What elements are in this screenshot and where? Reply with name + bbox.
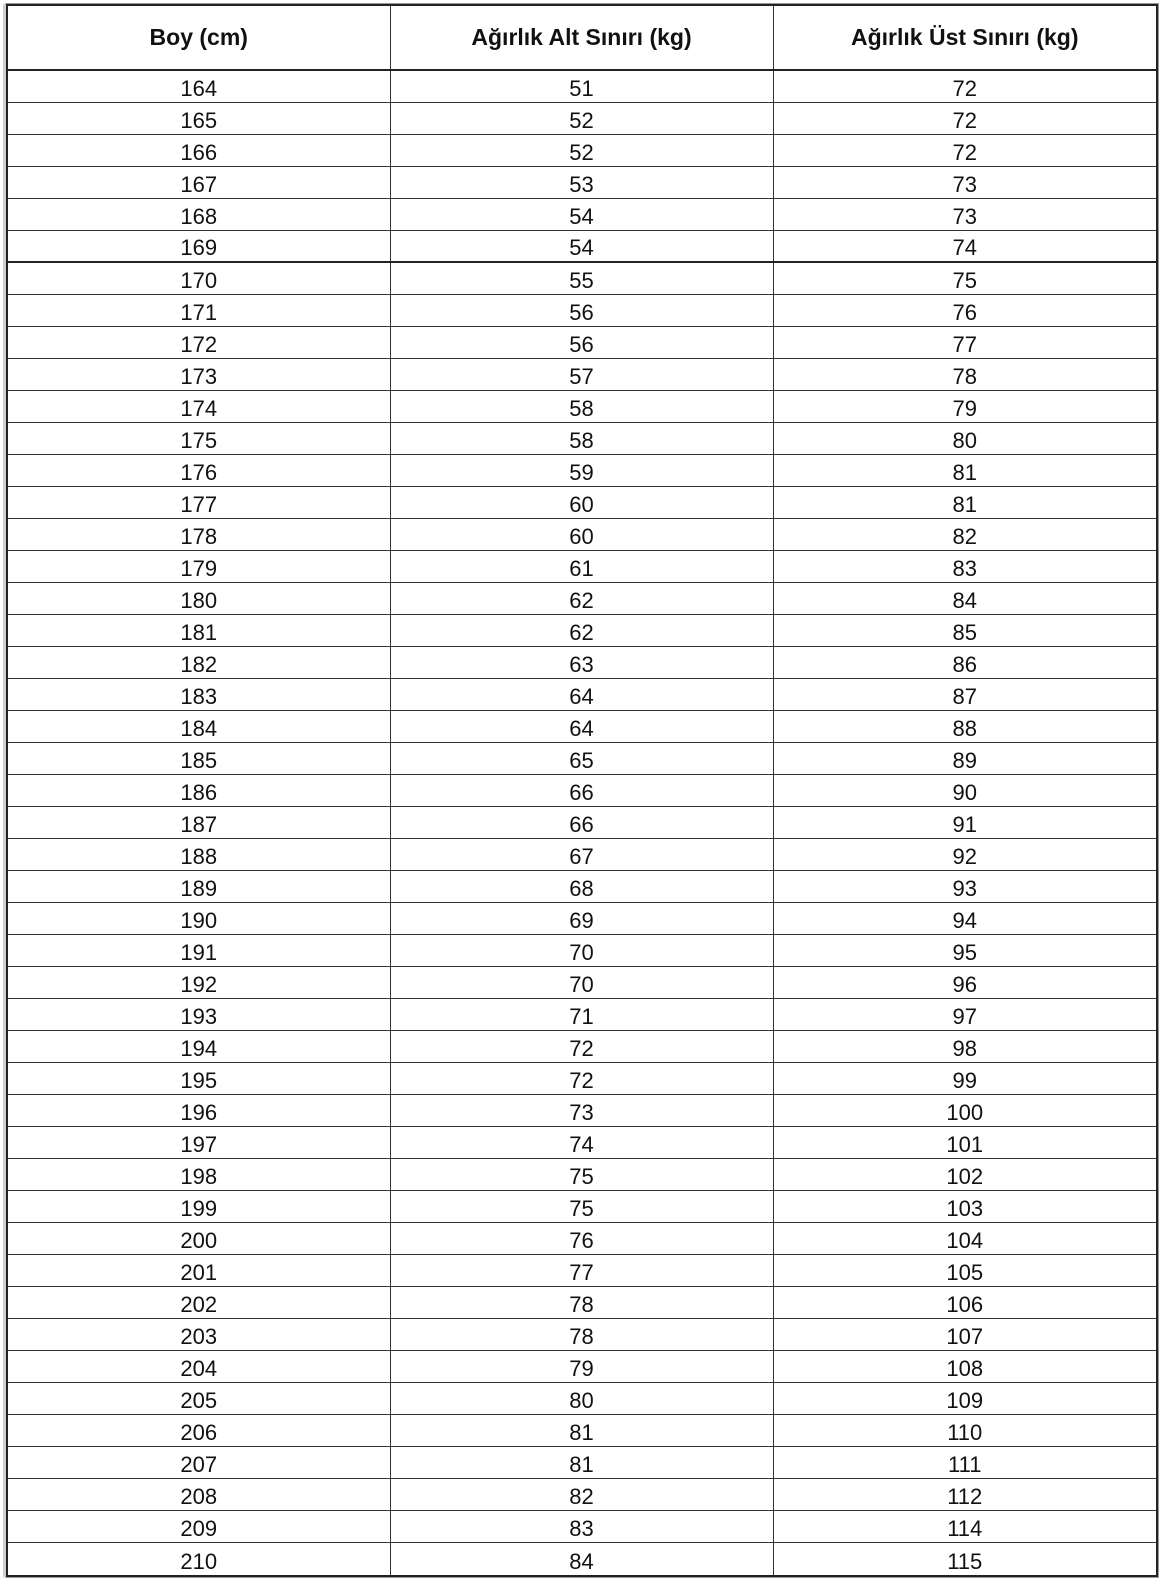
cell-height: 181 — [8, 614, 390, 646]
cell-weight-lower: 64 — [390, 678, 773, 710]
cell-weight-upper: 86 — [773, 646, 1156, 678]
cell-weight-lower: 58 — [390, 422, 773, 454]
cell-weight-upper: 85 — [773, 614, 1156, 646]
table-row — [8, 454, 1156, 486]
cell-height: 200 — [8, 1223, 390, 1255]
table-row — [8, 934, 1156, 966]
cell-weight-lower: 81 — [390, 1447, 773, 1479]
cell-weight-upper: 82 — [773, 518, 1156, 550]
cell-height: 202 — [8, 1287, 390, 1319]
cell-weight-lower: 80 — [390, 1383, 773, 1415]
cell-weight-upper: 106 — [773, 1287, 1156, 1319]
cell-weight-lower: 51 — [390, 70, 773, 102]
table-row — [8, 134, 1156, 166]
cell-weight-lower: 82 — [390, 1479, 773, 1511]
cell-weight-lower: 74 — [390, 1127, 773, 1159]
table-row — [8, 1447, 1156, 1479]
cell-weight-lower: 60 — [390, 518, 773, 550]
cell-weight-lower: 71 — [390, 998, 773, 1030]
cell-weight-upper: 95 — [773, 934, 1156, 966]
cell-weight-lower: 61 — [390, 550, 773, 582]
cell-weight-upper: 84 — [773, 582, 1156, 614]
table-row — [8, 518, 1156, 550]
cell-height: 187 — [8, 806, 390, 838]
table-header — [8, 6, 1156, 70]
table-row — [8, 102, 1156, 134]
cell-height: 184 — [8, 710, 390, 742]
cell-height: 185 — [8, 742, 390, 774]
table-row — [8, 230, 1156, 262]
cell-weight-lower: 62 — [390, 582, 773, 614]
table-row — [8, 1223, 1156, 1255]
cell-weight-upper: 78 — [773, 358, 1156, 390]
cell-weight-upper: 99 — [773, 1062, 1156, 1094]
cell-height: 164 — [8, 70, 390, 102]
table-row — [8, 294, 1156, 326]
cell-height: 174 — [8, 390, 390, 422]
cell-weight-upper: 93 — [773, 870, 1156, 902]
cell-weight-upper: 81 — [773, 454, 1156, 486]
cell-height: 171 — [8, 294, 390, 326]
table-row — [8, 1351, 1156, 1383]
cell-weight-lower: 81 — [390, 1415, 773, 1447]
cell-weight-upper: 81 — [773, 486, 1156, 518]
cell-height: 192 — [8, 966, 390, 998]
cell-height: 166 — [8, 134, 390, 166]
cell-weight-upper: 111 — [773, 1447, 1156, 1479]
cell-height: 191 — [8, 934, 390, 966]
cell-weight-lower: 54 — [390, 230, 773, 262]
cell-weight-lower: 62 — [390, 614, 773, 646]
cell-weight-lower: 73 — [390, 1095, 773, 1127]
cell-weight-lower: 53 — [390, 166, 773, 198]
cell-weight-upper: 80 — [773, 422, 1156, 454]
cell-height: 177 — [8, 486, 390, 518]
table-row — [8, 614, 1156, 646]
cell-height: 189 — [8, 870, 390, 902]
table-row — [8, 1319, 1156, 1351]
cell-weight-upper: 109 — [773, 1383, 1156, 1415]
weight-table-sheet — [6, 4, 1158, 1577]
cell-weight-upper: 79 — [773, 390, 1156, 422]
table-row — [8, 486, 1156, 518]
cell-height: 178 — [8, 518, 390, 550]
table-row — [8, 1159, 1156, 1191]
cell-weight-upper: 107 — [773, 1319, 1156, 1351]
cell-height: 193 — [8, 998, 390, 1030]
cell-height: 208 — [8, 1479, 390, 1511]
cell-height: 186 — [8, 774, 390, 806]
cell-height: 209 — [8, 1511, 390, 1543]
cell-height: 172 — [8, 326, 390, 358]
cell-weight-lower: 52 — [390, 134, 773, 166]
cell-weight-lower: 56 — [390, 326, 773, 358]
header-height: Boy (cm) — [8, 6, 390, 70]
table-row — [8, 1543, 1156, 1575]
table-row — [8, 1095, 1156, 1127]
cell-weight-lower: 52 — [390, 102, 773, 134]
cell-height: 188 — [8, 838, 390, 870]
table-row — [8, 646, 1156, 678]
cell-weight-lower: 67 — [390, 838, 773, 870]
cell-weight-lower: 78 — [390, 1319, 773, 1351]
cell-weight-upper: 83 — [773, 550, 1156, 582]
cell-height: 165 — [8, 102, 390, 134]
table-row — [8, 1127, 1156, 1159]
cell-weight-upper: 101 — [773, 1127, 1156, 1159]
cell-weight-lower: 66 — [390, 806, 773, 838]
cell-weight-upper: 76 — [773, 294, 1156, 326]
table-row — [8, 198, 1156, 230]
cell-weight-lower: 72 — [390, 1062, 773, 1094]
cell-height: 182 — [8, 646, 390, 678]
cell-weight-upper: 102 — [773, 1159, 1156, 1191]
cell-weight-lower: 59 — [390, 454, 773, 486]
cell-weight-lower: 57 — [390, 358, 773, 390]
cell-height: 207 — [8, 1447, 390, 1479]
cell-height: 167 — [8, 166, 390, 198]
cell-weight-upper: 87 — [773, 678, 1156, 710]
cell-weight-upper: 88 — [773, 710, 1156, 742]
cell-height: 203 — [8, 1319, 390, 1351]
cell-height: 190 — [8, 902, 390, 934]
cell-weight-upper: 97 — [773, 998, 1156, 1030]
cell-weight-upper: 72 — [773, 102, 1156, 134]
table-row — [8, 902, 1156, 934]
cell-height: 197 — [8, 1127, 390, 1159]
cell-weight-lower: 56 — [390, 294, 773, 326]
cell-height: 199 — [8, 1191, 390, 1223]
cell-weight-lower: 72 — [390, 1030, 773, 1062]
cell-height: 201 — [8, 1255, 390, 1287]
cell-weight-lower: 76 — [390, 1223, 773, 1255]
cell-weight-lower: 54 — [390, 198, 773, 230]
table-row — [8, 422, 1156, 454]
weight-table — [8, 6, 1156, 1575]
table-row — [8, 966, 1156, 998]
header-weight-lower: Ağırlık Alt Sınırı (kg) — [390, 6, 773, 70]
table-row — [8, 774, 1156, 806]
cell-height: 169 — [8, 230, 390, 262]
cell-height: 173 — [8, 358, 390, 390]
cell-weight-upper: 105 — [773, 1255, 1156, 1287]
table-row — [8, 838, 1156, 870]
table-row — [8, 582, 1156, 614]
cell-weight-upper: 72 — [773, 70, 1156, 102]
header-row — [8, 6, 1156, 70]
table-row — [8, 1415, 1156, 1447]
cell-weight-upper: 91 — [773, 806, 1156, 838]
table-row — [8, 326, 1156, 358]
cell-weight-upper: 100 — [773, 1095, 1156, 1127]
table-row — [8, 1062, 1156, 1094]
table-row — [8, 678, 1156, 710]
cell-weight-lower: 69 — [390, 902, 773, 934]
table-row — [8, 1287, 1156, 1319]
cell-weight-upper: 96 — [773, 966, 1156, 998]
cell-height: 168 — [8, 198, 390, 230]
cell-height: 170 — [8, 262, 390, 294]
cell-weight-lower: 63 — [390, 646, 773, 678]
cell-weight-lower: 58 — [390, 390, 773, 422]
table-body — [8, 70, 1156, 1575]
cell-height: 176 — [8, 454, 390, 486]
cell-weight-upper: 114 — [773, 1511, 1156, 1543]
cell-weight-lower: 79 — [390, 1351, 773, 1383]
table-row — [8, 358, 1156, 390]
table-row — [8, 1255, 1156, 1287]
cell-weight-upper: 112 — [773, 1479, 1156, 1511]
cell-weight-lower: 70 — [390, 966, 773, 998]
cell-weight-lower: 65 — [390, 742, 773, 774]
cell-weight-upper: 89 — [773, 742, 1156, 774]
cell-weight-lower: 70 — [390, 934, 773, 966]
table-row — [8, 70, 1156, 102]
cell-weight-lower: 68 — [390, 870, 773, 902]
cell-height: 175 — [8, 422, 390, 454]
table-row — [8, 1030, 1156, 1062]
table-row — [8, 1191, 1156, 1223]
cell-weight-lower: 55 — [390, 262, 773, 294]
cell-weight-lower: 77 — [390, 1255, 773, 1287]
cell-weight-upper: 74 — [773, 230, 1156, 262]
cell-weight-upper: 75 — [773, 262, 1156, 294]
cell-weight-upper: 103 — [773, 1191, 1156, 1223]
cell-height: 198 — [8, 1159, 390, 1191]
cell-weight-upper: 77 — [773, 326, 1156, 358]
cell-weight-upper: 73 — [773, 166, 1156, 198]
cell-height: 180 — [8, 582, 390, 614]
cell-weight-upper: 108 — [773, 1351, 1156, 1383]
table-row — [8, 1479, 1156, 1511]
table-row — [8, 998, 1156, 1030]
cell-weight-lower: 84 — [390, 1543, 773, 1575]
cell-weight-lower: 75 — [390, 1191, 773, 1223]
cell-weight-lower: 64 — [390, 710, 773, 742]
cell-weight-upper: 104 — [773, 1223, 1156, 1255]
cell-weight-lower: 66 — [390, 774, 773, 806]
cell-height: 196 — [8, 1095, 390, 1127]
table-row — [8, 710, 1156, 742]
header-weight-upper: Ağırlık Üst Sınırı (kg) — [773, 6, 1156, 70]
table-row — [8, 390, 1156, 422]
table-row — [8, 262, 1156, 294]
table-row — [8, 1511, 1156, 1543]
cell-height: 210 — [8, 1543, 390, 1575]
table-row — [8, 870, 1156, 902]
cell-height: 206 — [8, 1415, 390, 1447]
table-row — [8, 806, 1156, 838]
cell-height: 179 — [8, 550, 390, 582]
cell-weight-upper: 115 — [947, 1549, 983, 1574]
cell-height: 204 — [8, 1351, 390, 1383]
cell-weight-upper: 94 — [773, 902, 1156, 934]
cell-weight-upper: 110 — [773, 1415, 1156, 1447]
cell-weight-lower: 78 — [390, 1287, 773, 1319]
table-row — [8, 1383, 1156, 1415]
cell-weight-lower: 83 — [390, 1511, 773, 1543]
table-row — [8, 550, 1156, 582]
cell-weight-upper: 73 — [773, 198, 1156, 230]
cell-height: 194 — [8, 1030, 390, 1062]
table-row — [8, 166, 1156, 198]
cell-height: 183 — [8, 678, 390, 710]
cell-height: 205 — [8, 1383, 390, 1415]
cell-weight-upper: 98 — [773, 1030, 1156, 1062]
table-row — [8, 742, 1156, 774]
cell-height: 195 — [8, 1062, 390, 1094]
cell-weight-upper: 90 — [773, 774, 1156, 806]
cell-weight-upper: 92 — [773, 838, 1156, 870]
cell-weight-lower: 60 — [390, 486, 773, 518]
cell-weight-lower: 75 — [390, 1159, 773, 1191]
cell-weight-upper: 72 — [773, 134, 1156, 166]
